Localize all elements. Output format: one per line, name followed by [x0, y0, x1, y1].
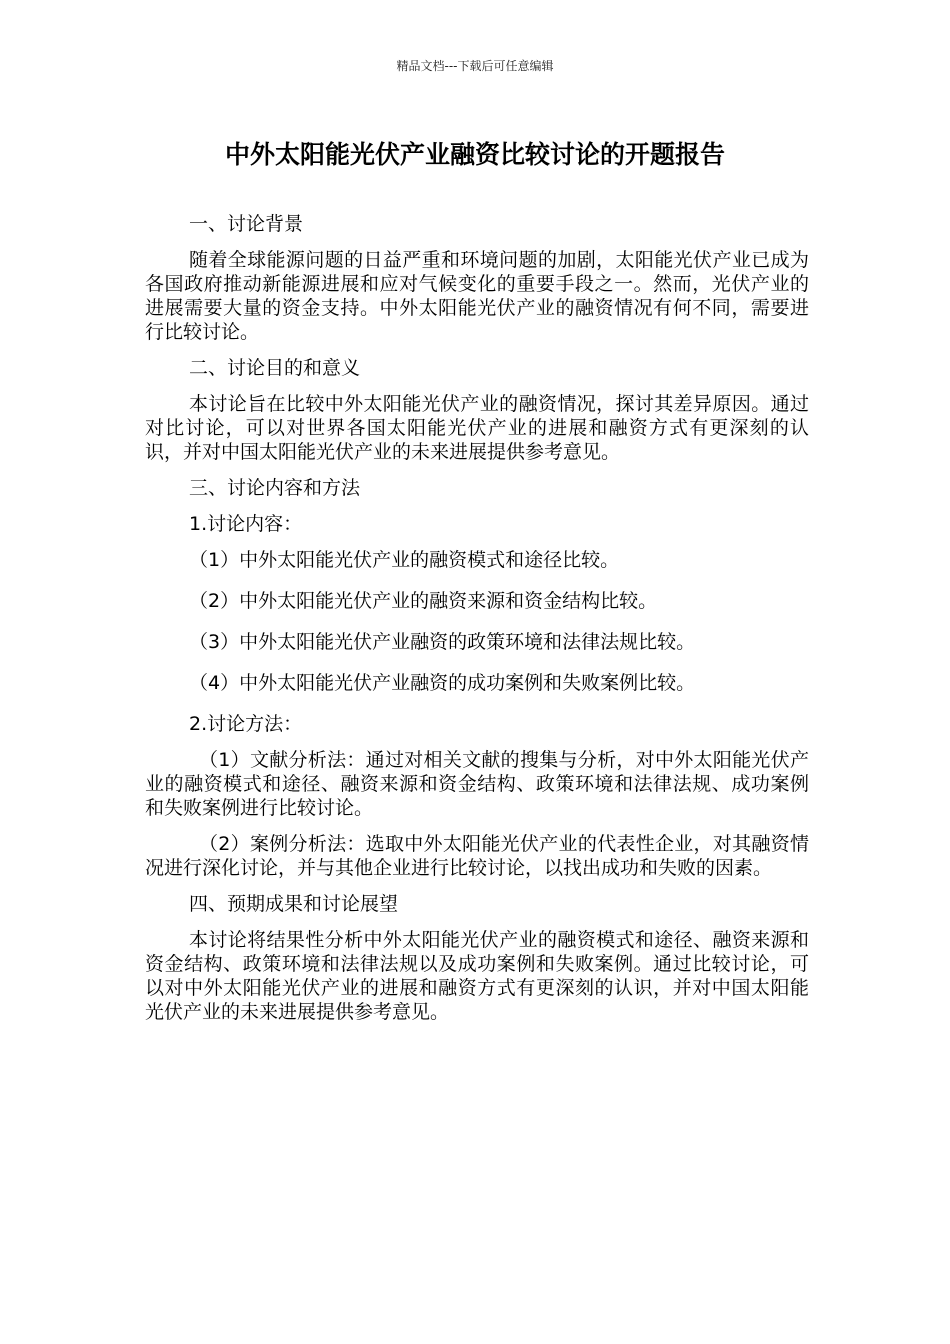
list-item: （4）中外太阳能光伏产业融资的成功案例和失败案例比较。 — [189, 672, 696, 694]
document-title: 中外太阳能光伏产业融资比较讨论的开题报告 — [224, 140, 725, 169]
paragraph-background: 随着全球能源问题的日益严重和环境问题的加剧，太阳能光伏产业已成为各国政府推动新能源进展和应对气候变化的重要手段之一。然而，光伏产业的进展需要大量的资金支持。中外太阳能光伏产业的融资情况有何不同，需要进行比较讨论。 — [145, 249, 809, 343]
subheading-content: 1.讨论内容： — [189, 513, 303, 535]
section-heading-outlook: 四、预期成果和讨论展望 — [189, 893, 399, 915]
section-heading-background: 一、讨论背景 — [189, 213, 304, 235]
page-header: 精品文档---下载后可任意编辑 — [396, 59, 554, 73]
section-heading-content-method: 三、讨论内容和方法 — [189, 477, 361, 499]
paragraph-outlook: 本讨论将结果性分析中外太阳能光伏产业的融资模式和途径、融资来源和资金结构、政策环境和法律法规以及成功案例和失败案例。通过比较讨论，可以对中外太阳能光伏产业的进展和融资方式有更深刻的认识，并对中国太阳能光伏产业的未来进展提供参考意见。 — [145, 929, 809, 1023]
paragraph-purpose: 本讨论旨在比较中外太阳能光伏产业的融资情况，探讨其差异原因。通过对比讨论，可以对世界各国太阳能光伏产业的进展和融资方式有更深刻的认识，并对中国太阳能光伏产业的未来进展提供参考意见。 — [145, 393, 809, 463]
subheading-method: 2.讨论方法： — [189, 713, 303, 735]
document-body — [145, 212, 809, 1036]
list-item: （1）中外太阳能光伏产业的融资模式和途径比较。 — [189, 549, 620, 571]
paragraph-method-case: （2）案例分析法：选取中外太阳能光伏产业的代表性企业，对其融资情况进行深化讨论，并与其他企业进行比较讨论，以找出成功和失败的因素。 — [145, 833, 809, 879]
paragraph-method-literature: （1）文献分析法：通过对相关文献的搜集与分析，对中外太阳能光伏产业的融资模式和途径、融资来源和资金结构、政策环境和法律法规、成功案例和失败案例进行比较讨论。 — [145, 749, 809, 819]
section-heading-purpose: 二、讨论目的和意义 — [189, 357, 361, 379]
list-item: （2）中外太阳能光伏产业的融资来源和资金结构比较。 — [189, 590, 658, 612]
list-item: （3）中外太阳能光伏产业融资的政策环境和法律法规比较。 — [189, 631, 696, 653]
